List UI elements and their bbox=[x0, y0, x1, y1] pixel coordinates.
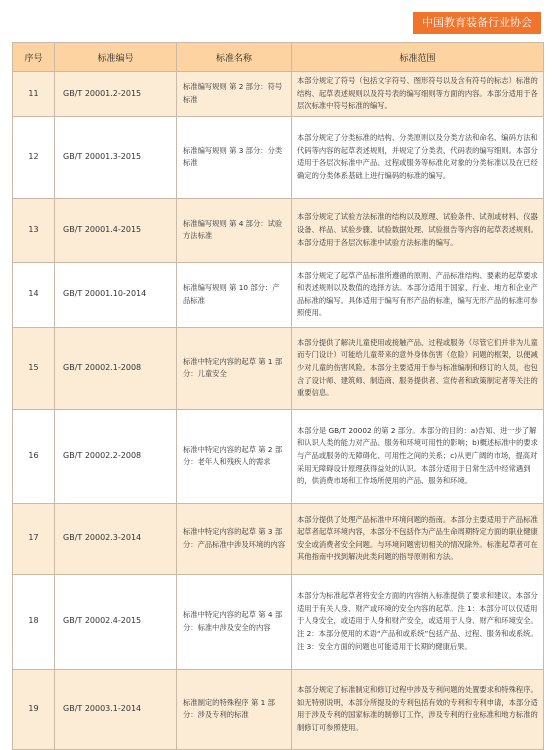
standard-code: GB/T 20001.3-2015 bbox=[55, 116, 177, 198]
standard-scope: 本部分提供了解决儿童使用或接触产品、过程或服务（尽管它们并非为儿童而专门设计）可能给儿童带来的意外身体伤害（危险）问题的框架，以便减少对儿童的伤害风险。本部分主要适用于参与标准编制和修订的人员，也包含了设计师、建筑师、制造商、服务提供者、宣传者和政策制定者等关注的重要信息。 bbox=[292, 327, 544, 409]
standard-name: 标准中特定内容的起草 第 1 部分：儿童安全 bbox=[177, 327, 292, 409]
standard-name: 标准中特定内容的起草 第 4 部分：标准中涉及安全的内容 bbox=[177, 574, 292, 669]
standard-code: GB/T 20001.2-2015 bbox=[55, 72, 177, 117]
table-row bbox=[13, 72, 544, 117]
standard-code: GB/T 20002.1-2008 bbox=[55, 327, 177, 409]
column-header-code: 标准编号 bbox=[55, 43, 177, 72]
standard-name: 标准编写规则 第 2 部分：符号标准 bbox=[177, 72, 292, 117]
standard-scope: 本部分规定了分类标准的结构、分类原则以及分类方法和命名、编码方法和代码等内容的起草表述规则，并规定了分类表、代码表的编写细则。本部分适用于各层次标准中产品、过程或服务等标准化对象的分类标准以及在已经确定的分类体系基础上进行编码的标准的编写。 bbox=[292, 116, 544, 198]
table-row bbox=[13, 327, 544, 409]
standards-table bbox=[12, 42, 544, 750]
standard-code: GB/T 20001.4-2015 bbox=[55, 198, 177, 262]
row-number: 14 bbox=[13, 262, 55, 327]
standard-name: 标准编写规则 第 3 部分：分类标准 bbox=[177, 116, 292, 198]
row-number: 18 bbox=[13, 574, 55, 669]
row-number: 12 bbox=[13, 116, 55, 198]
column-header-name: 标准名称 bbox=[177, 43, 292, 72]
standard-scope: 本部分规定了标准制定和修订过程中涉及专利问题的处置要求和特殊程序。如无特别说明，本部分所提及的专利包括有效的专利和专利申请，本部分适用于涉及专利的国家标准的制修订工作，涉及专利的行业标准和地方标准的制修订可参照使用。 bbox=[292, 669, 544, 749]
top-bar bbox=[0, 0, 556, 40]
table-row bbox=[13, 409, 544, 503]
standard-name: 标准编写规则 第 10 部分：产品标准 bbox=[177, 262, 292, 327]
standard-code: GB/T 20001.10-2014 bbox=[55, 262, 177, 327]
column-header-scope: 标准范围 bbox=[292, 43, 544, 72]
column-header-no: 序号 bbox=[13, 43, 55, 72]
row-number: 19 bbox=[13, 669, 55, 749]
row-number: 16 bbox=[13, 409, 55, 503]
table-row bbox=[13, 574, 544, 669]
table-row bbox=[13, 262, 544, 327]
table-row bbox=[13, 198, 544, 262]
standard-code: GB/T 20002.2-2008 bbox=[55, 409, 177, 503]
standard-name: 标准中特定内容的起草 第 2 部分：老年人和残疾人的需求 bbox=[177, 409, 292, 503]
standard-name: 标准编写规则 第 4 部分：试验方法标准 bbox=[177, 198, 292, 262]
standard-name: 标准中特定内容的起草 第 3 部分：产品标准中涉及环境的内容 bbox=[177, 503, 292, 574]
standard-scope: 本部分提供了处理产品标准中环境问题的指南。本部分主要适用于产品标准起草者起草环境内容，本部分不包括作为产品生命周期特定方面的职业健康安全或消费者安全问题。与环境问题密切相关的情况除外。标准起草者可在其他指南中找到解决此类问题的指导原则和方法。 bbox=[292, 503, 544, 574]
standard-code: GB/T 20002.3-2014 bbox=[55, 503, 177, 574]
standard-scope: 本部分是 GB/T 20002 的第 2 部分。本部分的目的：a)告知、进一步了解和认识人类的能力对产品、服务和环境可用性的影响；b)概述标准中的要求与产品或服务的无障碍化、可用性之间的关系；c)从更广阔的市场，提高对采用无障碍设计原理获得益处的认识。本部分适用于日常生活中经常遇到的，供消费市场和工作场所使用的产品、服务和环境。 bbox=[292, 409, 544, 503]
table-row bbox=[13, 503, 544, 574]
standards-table-container bbox=[12, 42, 543, 750]
row-number: 17 bbox=[13, 503, 55, 574]
standard-scope: 本部分规定了符号（包括文字符号、图形符号以及含有符号的标志）标准的结构、起草表述规则以及符号表的编写细则等方面的内容。本部分适用于各层次标准中符号标准的编写。 bbox=[292, 72, 544, 117]
table-header-row bbox=[13, 43, 544, 72]
table-row bbox=[13, 669, 544, 749]
row-number: 13 bbox=[13, 198, 55, 262]
standard-code: GB/T 20003.1-2014 bbox=[55, 669, 177, 749]
standard-scope: 本部分为标准起草者将安全方面的内容纳入标准提供了要求和建议。本部分适用于有关人身、财产或环境的安全内容的起草。注 1：本部分可以仅适用于人身安全，或适用于人身和财产安全，或适用于人身、财产和环境安全。注 2：本部分使用的术语“产品和或系统”包括产品、过程、服务和或系统。注 3：安全方面的问题也可能适用于长期的健康后果。 bbox=[292, 574, 544, 669]
brand-label: 中国教育装备行业协会 bbox=[413, 12, 541, 34]
standard-code: GB/T 20002.4-2015 bbox=[55, 574, 177, 669]
row-number: 11 bbox=[13, 72, 55, 117]
table-row bbox=[13, 116, 544, 198]
standard-name: 标准制定的特殊程序 第 1 部分：涉及专利的标准 bbox=[177, 669, 292, 749]
row-number: 15 bbox=[13, 327, 55, 409]
standard-scope: 本部分规定了起草产品标准所遵循的原则、产品标准结构、要素的起草要求和表述规则以及数值的选择方法。本部分适用于国家、行业、地方和企业产品标准的编写。具体适用于编写有形产品的标准，编写无形产品的标准可参照使用。 bbox=[292, 262, 544, 327]
standard-scope: 本部分规定了试验方法标准的结构以及原理、试验条件、试剂或材料、仪器设备、样品、试验步骤、试验数据处理、试验报告等内容的起草表述规则。本部分适用于各层次标准中试验方法标准的编写。 bbox=[292, 198, 544, 262]
